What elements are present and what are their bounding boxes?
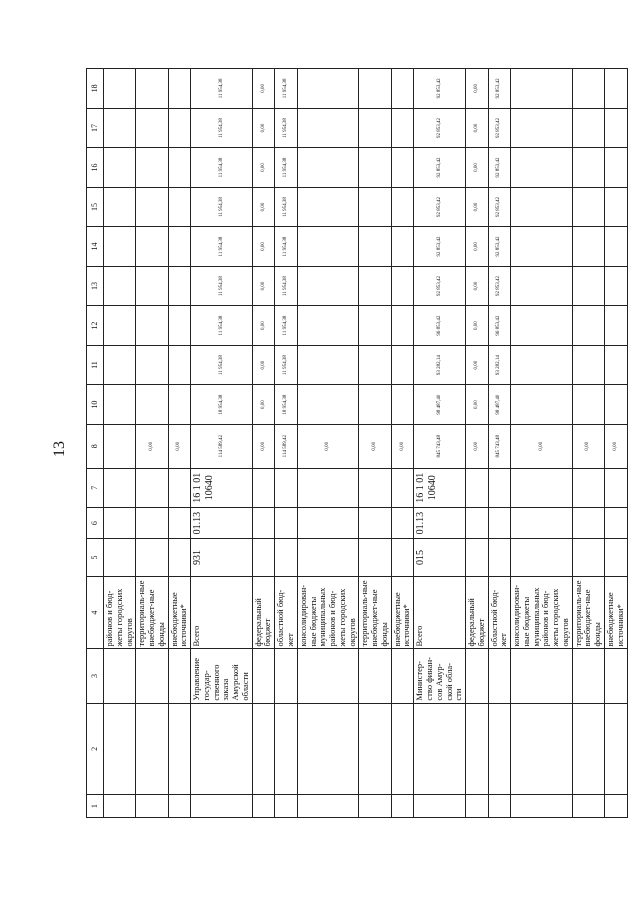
table-cell: [168, 795, 191, 818]
table-cell: [511, 148, 573, 188]
table-cell: 0,00: [466, 227, 489, 267]
table-cell: 93 282,14: [414, 345, 466, 385]
table-cell: 11 954,38: [191, 187, 253, 227]
table-cell: [104, 385, 136, 425]
table-cell: [511, 703, 573, 795]
table-cell: [604, 795, 627, 818]
table-cell: [168, 703, 191, 795]
table-cell: 0,00: [297, 424, 359, 468]
table-cell: [572, 187, 604, 227]
header-cell: 14: [87, 227, 104, 267]
table-cell: [275, 508, 298, 539]
table-cell: [572, 539, 604, 576]
header-cell: 1: [87, 795, 104, 818]
table-cell: 015: [414, 539, 466, 576]
table-cell: [168, 227, 191, 267]
table-cell: 0,00: [252, 148, 275, 188]
table-cell: Всего: [414, 576, 466, 649]
table-cell: [391, 187, 414, 227]
table-cell: 92 853,42: [414, 266, 466, 306]
table-cell: [604, 227, 627, 267]
table-cell: [359, 69, 391, 109]
header-cell: 13: [87, 266, 104, 306]
table-cell: 0,00: [466, 385, 489, 425]
table-cell: 0,00: [466, 306, 489, 346]
table-row: [391, 69, 414, 818]
table-cell: [511, 108, 573, 148]
table-cell: [604, 508, 627, 539]
table-cell: [275, 468, 298, 508]
table-cell: консолидирован-ные бюджеты муниципальных районов и бюд-жеты городских округов: [297, 576, 359, 649]
table-cell: 0,00: [466, 424, 489, 468]
table-cell: [511, 539, 573, 576]
table-cell: [297, 266, 359, 306]
table-cell: 0,00: [466, 148, 489, 188]
table-cell: областной бюд-жет: [275, 576, 298, 649]
table-cell: [572, 795, 604, 818]
table-cell: [572, 508, 604, 539]
table-cell: [104, 266, 136, 306]
table-cell: [359, 108, 391, 148]
table-cell: [604, 385, 627, 425]
table-cell: [488, 508, 511, 539]
table-cell: 98 487,40: [488, 385, 511, 425]
table-cell: [572, 108, 604, 148]
table-cell: 18 954,38: [275, 385, 298, 425]
table-cell: 92 853,42: [488, 187, 511, 227]
table-cell: [572, 649, 604, 703]
table-cell: 0,00: [136, 424, 168, 468]
table-cell: 114 589,42: [275, 424, 298, 468]
table-cell: [511, 468, 573, 508]
table-cell: [488, 539, 511, 576]
table-cell: [391, 69, 414, 109]
table-cell: [391, 108, 414, 148]
table-cell: [359, 345, 391, 385]
table-row: [572, 69, 604, 818]
table-cell: [136, 187, 168, 227]
table-cell: 0,00: [252, 306, 275, 346]
table-cell: [275, 539, 298, 576]
table-cell: [572, 703, 604, 795]
table-cell: [104, 306, 136, 346]
table-cell: [511, 649, 573, 703]
table-cell: [572, 148, 604, 188]
table-cell: 93 282,14: [488, 345, 511, 385]
table-cell: территориаль-ные внебюджет-ные фонды: [136, 576, 168, 649]
table-cell: [604, 187, 627, 227]
table-cell: [297, 306, 359, 346]
table-cell: [252, 468, 275, 508]
table-cell: 11 954,38: [191, 108, 253, 148]
table-cell: Всего: [191, 576, 253, 649]
table-cell: [359, 508, 391, 539]
table-cell: 0,00: [604, 424, 627, 468]
table-row: [414, 69, 466, 818]
header-cell: 16: [87, 148, 104, 188]
table-cell: [136, 108, 168, 148]
table-cell: [104, 424, 136, 468]
table-cell: [391, 345, 414, 385]
table-cell: [191, 703, 253, 795]
table-cell: 0,00: [252, 187, 275, 227]
table-cell: [104, 703, 136, 795]
header-cell: 10: [87, 385, 104, 425]
table-cell: [275, 649, 298, 703]
table-cell: [297, 508, 359, 539]
table-cell: 92 853,42: [414, 227, 466, 267]
table-cell: [391, 266, 414, 306]
table-cell: внебюджетные источники*: [391, 576, 414, 649]
table-cell: [168, 468, 191, 508]
table-cell: [511, 69, 573, 109]
table-cell: [359, 795, 391, 818]
table-cell: 18 954,38: [191, 385, 253, 425]
table-cell: [414, 703, 466, 795]
table-cell: [466, 703, 489, 795]
table-cell: 11 954,38: [275, 227, 298, 267]
table-cell: [466, 468, 489, 508]
header-cell: 4: [87, 576, 104, 649]
table-cell: 11 954,38: [275, 69, 298, 109]
table-cell: 92 853,42: [488, 148, 511, 188]
table-cell: 0,00: [466, 69, 489, 109]
table-cell: [104, 508, 136, 539]
table-cell: 11 954,38: [275, 266, 298, 306]
table-cell: 0,00: [252, 227, 275, 267]
table-cell: 0,00: [252, 424, 275, 468]
table-cell: территориаль-ные внебюджет-ные фонды: [572, 576, 604, 649]
table-cell: [391, 508, 414, 539]
table-cell: [104, 148, 136, 188]
table-cell: [297, 187, 359, 227]
table-cell: [572, 227, 604, 267]
table-cell: [136, 69, 168, 109]
table-cell: внебюджетные источники*: [604, 576, 627, 649]
table-row: [488, 69, 511, 818]
table-cell: 845 743,48: [488, 424, 511, 468]
table-cell: [466, 795, 489, 818]
table-cell: [136, 148, 168, 188]
table-cell: [168, 108, 191, 148]
table-cell: [511, 266, 573, 306]
table-cell: [168, 266, 191, 306]
table-row: [359, 69, 391, 818]
table-cell: [191, 795, 253, 818]
table-cell: [359, 468, 391, 508]
table-cell: [466, 508, 489, 539]
header-cell: 5: [87, 539, 104, 576]
table-cell: 92 853,42: [488, 108, 511, 148]
header-cell: 11: [87, 345, 104, 385]
table-cell: [511, 227, 573, 267]
table-cell: 0,00: [466, 108, 489, 148]
table-cell: [391, 227, 414, 267]
table-cell: 11 954,38: [275, 187, 298, 227]
table-cell: внебюджетные источники*: [168, 576, 191, 649]
table-cell: [252, 703, 275, 795]
table-cell: [572, 69, 604, 109]
table-row: [191, 69, 253, 818]
table-cell: [168, 69, 191, 109]
header-cell: 8: [87, 424, 104, 468]
table-row: [604, 69, 627, 818]
table-cell: [466, 649, 489, 703]
table-cell: 0,00: [572, 424, 604, 468]
table-cell: 0,00: [252, 108, 275, 148]
table-cell: областной бюд-жет: [488, 576, 511, 649]
table-cell: [391, 306, 414, 346]
table-cell: 11 954,38: [191, 69, 253, 109]
table-cell: [511, 187, 573, 227]
table-cell: 11 954,38: [275, 108, 298, 148]
table-cell: [466, 539, 489, 576]
table-cell: 0,00: [466, 187, 489, 227]
table-cell: [168, 187, 191, 227]
table-cell: [297, 108, 359, 148]
table-cell: [359, 306, 391, 346]
table-cell: [359, 266, 391, 306]
header-cell: 17: [87, 108, 104, 148]
table-cell: [252, 539, 275, 576]
table-cell: [359, 649, 391, 703]
table-cell: 92 853,42: [488, 227, 511, 267]
table-cell: [297, 385, 359, 425]
table-cell: 16 1 01 10640: [414, 468, 466, 508]
table-cell: 845 743,48: [414, 424, 466, 468]
table-cell: [604, 306, 627, 346]
table-cell: 0,00: [391, 424, 414, 468]
table-cell: [511, 306, 573, 346]
table-cell: 92 853,42: [414, 148, 466, 188]
table-cell: 92 853,42: [414, 187, 466, 227]
table-cell: [511, 795, 573, 818]
table-cell: [359, 385, 391, 425]
table-cell: [104, 69, 136, 109]
table-cell: [136, 227, 168, 267]
table-cell: [572, 266, 604, 306]
table-row: [275, 69, 298, 818]
table-cell: [391, 385, 414, 425]
table-cell: [168, 508, 191, 539]
table-cell: [511, 508, 573, 539]
table-cell: [168, 649, 191, 703]
table-cell: 11 954,38: [275, 345, 298, 385]
table-cell: 11 954,38: [191, 266, 253, 306]
table-cell: [136, 385, 168, 425]
table-cell: [136, 508, 168, 539]
table-cell: [104, 345, 136, 385]
table-cell: [104, 108, 136, 148]
table-cell: [297, 148, 359, 188]
header-cell: 15: [87, 187, 104, 227]
table-cell: 92 853,42: [488, 266, 511, 306]
table-cell: 0,00: [511, 424, 573, 468]
table-cell: [359, 148, 391, 188]
table-cell: 98 487,40: [414, 385, 466, 425]
table-cell: 92 853,42: [414, 69, 466, 109]
table-row: [168, 69, 191, 818]
table-cell: [604, 108, 627, 148]
table-cell: федеральный бюджет: [252, 576, 275, 649]
table-cell: [136, 468, 168, 508]
table-cell: [136, 539, 168, 576]
table-row: [297, 69, 359, 818]
table-cell: 0,00: [252, 345, 275, 385]
table-row: [136, 69, 168, 818]
table-cell: 931: [191, 539, 253, 576]
table-cell: [297, 345, 359, 385]
table-cell: 0,00: [466, 345, 489, 385]
table-cell: 01.13: [414, 508, 466, 539]
table-cell: [252, 795, 275, 818]
table-cell: [391, 539, 414, 576]
table-cell: [168, 385, 191, 425]
table-cell: [391, 148, 414, 188]
table-cell: [136, 795, 168, 818]
table-cell: [297, 649, 359, 703]
table-cell: [297, 795, 359, 818]
table-cell: Управление государ-ственного заказа Амурской области: [191, 649, 253, 703]
table-cell: [572, 385, 604, 425]
page-number: 13: [51, 441, 68, 457]
table-cell: [391, 649, 414, 703]
table-cell: [168, 345, 191, 385]
table-cell: [511, 385, 573, 425]
table-cell: [604, 649, 627, 703]
header-cell: 6: [87, 508, 104, 539]
table-cell: [297, 539, 359, 576]
table-cell: [136, 266, 168, 306]
table-cell: [104, 187, 136, 227]
table-cell: 0,00: [252, 266, 275, 306]
table-cell: 0,00: [466, 266, 489, 306]
table-cell: 16 1 01 10640: [191, 468, 253, 508]
table-cell: 11 954,38: [191, 227, 253, 267]
table-cell: [136, 306, 168, 346]
table-cell: 0,00: [252, 69, 275, 109]
table-cell: [136, 345, 168, 385]
table-cell: [104, 539, 136, 576]
table-cell: [488, 468, 511, 508]
table-cell: [488, 649, 511, 703]
table-cell: [168, 306, 191, 346]
table-row: [466, 69, 489, 818]
table-cell: [104, 468, 136, 508]
table-cell: 11 954,38: [191, 345, 253, 385]
table-cell: [136, 649, 168, 703]
table-cell: [275, 795, 298, 818]
table-cell: [104, 795, 136, 818]
table-row: [252, 69, 275, 818]
table-cell: [572, 468, 604, 508]
table-cell: 11 954,38: [275, 148, 298, 188]
table-cell: [275, 703, 298, 795]
table-cell: 96 853,42: [414, 306, 466, 346]
table-cell: [359, 703, 391, 795]
table-cell: [604, 69, 627, 109]
table-cell: 92 853,42: [488, 69, 511, 109]
table-row: [511, 69, 573, 818]
table-cell: [604, 345, 627, 385]
table-cell: [168, 539, 191, 576]
table-cell: [359, 227, 391, 267]
table-cell: [297, 227, 359, 267]
table-cell: [414, 795, 466, 818]
header-cell: 3: [87, 649, 104, 703]
table-cell: 11 954,38: [275, 306, 298, 346]
table-cell: [391, 468, 414, 508]
table-cell: [252, 649, 275, 703]
table-cell: [391, 703, 414, 795]
table-cell: Министер-ство финан-сов Амур-ской обла-сти: [414, 649, 466, 703]
table-cell: [104, 227, 136, 267]
rotated-table-wrapper: [86, 68, 625, 818]
table-cell: территориаль-ные внебюджет-ные фонды: [359, 576, 391, 649]
table-cell: [359, 539, 391, 576]
table-cell: районов и бюд-жеты городских округов: [104, 576, 136, 649]
header-cell: 2: [87, 703, 104, 795]
table-cell: [297, 69, 359, 109]
table-cell: 0,00: [252, 385, 275, 425]
table-cell: [488, 703, 511, 795]
table-cell: [136, 703, 168, 795]
table-cell: [511, 345, 573, 385]
table-cell: 114 589,42: [191, 424, 253, 468]
table-cell: 0,00: [359, 424, 391, 468]
table-cell: [391, 795, 414, 818]
header-cell: 18: [87, 69, 104, 109]
table-cell: [572, 306, 604, 346]
table-cell: [604, 266, 627, 306]
table-cell: [604, 539, 627, 576]
table-cell: 0,00: [168, 424, 191, 468]
table-cell: 11 954,38: [191, 306, 253, 346]
table-cell: [359, 187, 391, 227]
table-cell: [104, 649, 136, 703]
table-cell: консолидирован-ные бюджеты муниципальных районов и бюд-жеты городских округов: [511, 576, 573, 649]
table-cell: федеральный бюджет: [466, 576, 489, 649]
header-cell: 7: [87, 468, 104, 508]
header-cell: 12: [87, 306, 104, 346]
table-cell: [297, 468, 359, 508]
table-cell: [168, 148, 191, 188]
table-cell: 92 853,42: [414, 108, 466, 148]
table-cell: 01.13: [191, 508, 253, 539]
header-row: [87, 69, 104, 818]
table-cell: [297, 703, 359, 795]
table-cell: [604, 703, 627, 795]
table-cell: 11 954,38: [191, 148, 253, 188]
table-row: [104, 69, 136, 818]
table-cell: [488, 795, 511, 818]
budget-table: [86, 68, 628, 818]
table-cell: [604, 148, 627, 188]
table-cell: [572, 345, 604, 385]
table-cell: [252, 508, 275, 539]
table-cell: 96 853,42: [488, 306, 511, 346]
table-cell: [604, 468, 627, 508]
